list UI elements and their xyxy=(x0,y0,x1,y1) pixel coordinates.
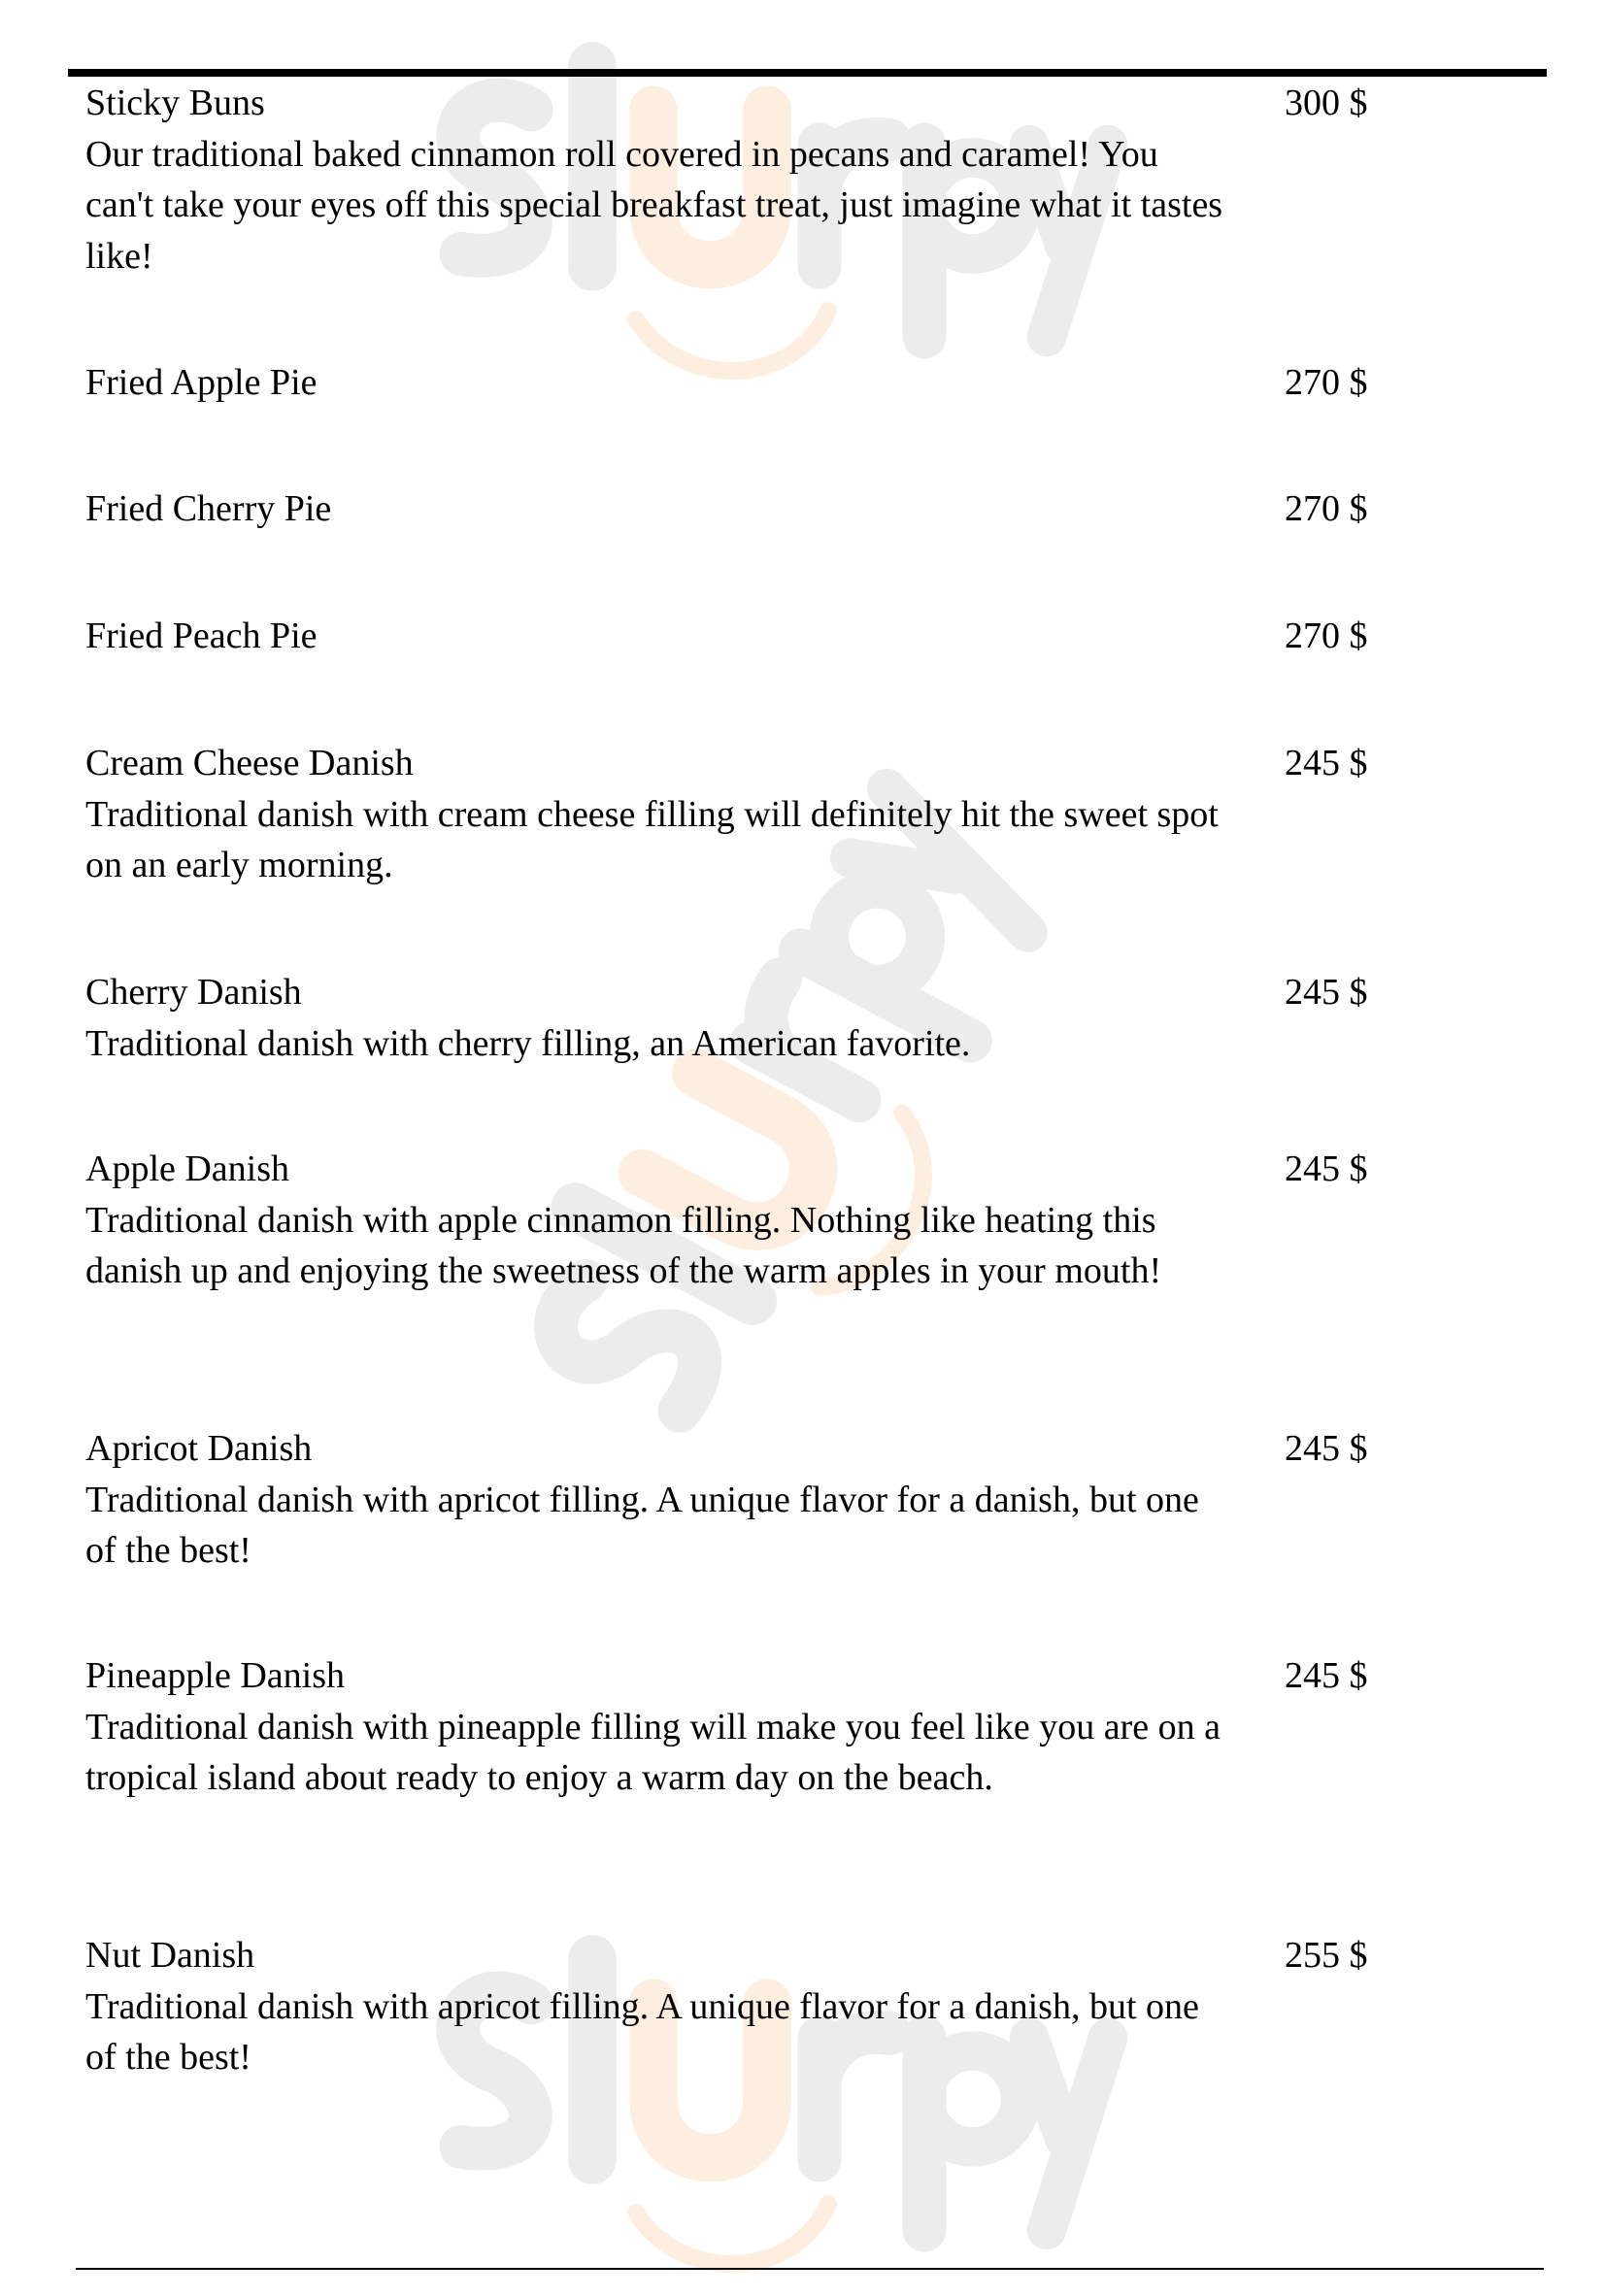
menu-item xyxy=(85,1144,1522,1297)
menu-item xyxy=(85,1930,1522,2083)
item-name: Sticky Buns xyxy=(85,83,265,123)
item-name: Pineapple Danish xyxy=(85,1655,346,1696)
menu-item xyxy=(85,967,1522,1069)
menu-item xyxy=(85,78,1522,282)
item-name: Nut Danish xyxy=(85,1935,255,1976)
item-price: 245 $ xyxy=(1285,1428,1368,1469)
item-name: Cherry Danish xyxy=(85,972,302,1013)
item-name: Fried Cherry Pie xyxy=(85,488,332,529)
item-name: Cream Cheese Danish xyxy=(85,743,414,783)
item-name: Fried Apple Pie xyxy=(85,362,318,403)
item-price: 245 $ xyxy=(1285,743,1368,783)
item-description: Our traditional baked cinnamon roll covered in pecans and caramel! You can't take your eyes off this special breakfast treat, just imagine what it tastes like! xyxy=(85,133,1223,277)
top-rule xyxy=(68,69,1547,77)
item-description: Traditional danish with cherry filling, an American favorite. xyxy=(85,1022,971,1064)
item-name: Apricot Danish xyxy=(85,1428,313,1469)
item-price: 245 $ xyxy=(1285,1148,1368,1189)
menu-item xyxy=(85,1423,1522,1577)
item-description: Traditional danish with apricot filling. A unique flavor for a danish, but one of the best! xyxy=(85,1479,1199,1571)
item-price: 300 $ xyxy=(1285,83,1368,123)
item-price: 255 $ xyxy=(1285,1935,1368,1976)
item-description: Traditional danish with cream cheese filling will definitely hit the sweet spot on an early morning. xyxy=(85,793,1219,885)
menu-item xyxy=(85,738,1522,891)
item-price: 270 $ xyxy=(1285,616,1368,656)
item-price: 245 $ xyxy=(1285,972,1368,1013)
item-price: 245 $ xyxy=(1285,1655,1368,1696)
item-description: Traditional danish with pineapple filling will make you feel like you are on a tropical island about ready to enjoy a warm day on the beach. xyxy=(85,1706,1221,1798)
bottom-rule xyxy=(76,2268,1544,2270)
menu-item xyxy=(85,1650,1522,1804)
menu-item xyxy=(85,611,1522,662)
menu-item xyxy=(85,483,1522,535)
item-price: 270 $ xyxy=(1285,362,1368,403)
item-description: Traditional danish with apricot filling. A unique flavor for a danish, but one of the best! xyxy=(85,1985,1199,2078)
item-description: Traditional danish with apple cinnamon filling. Nothing like heating this danish up and enjoying the sweetness of the warm apples in your mouth! xyxy=(85,1199,1162,1291)
item-name: Fried Peach Pie xyxy=(85,616,318,656)
item-name: Apple Danish xyxy=(85,1148,290,1189)
item-price: 270 $ xyxy=(1285,488,1368,529)
menu-item xyxy=(85,357,1522,409)
